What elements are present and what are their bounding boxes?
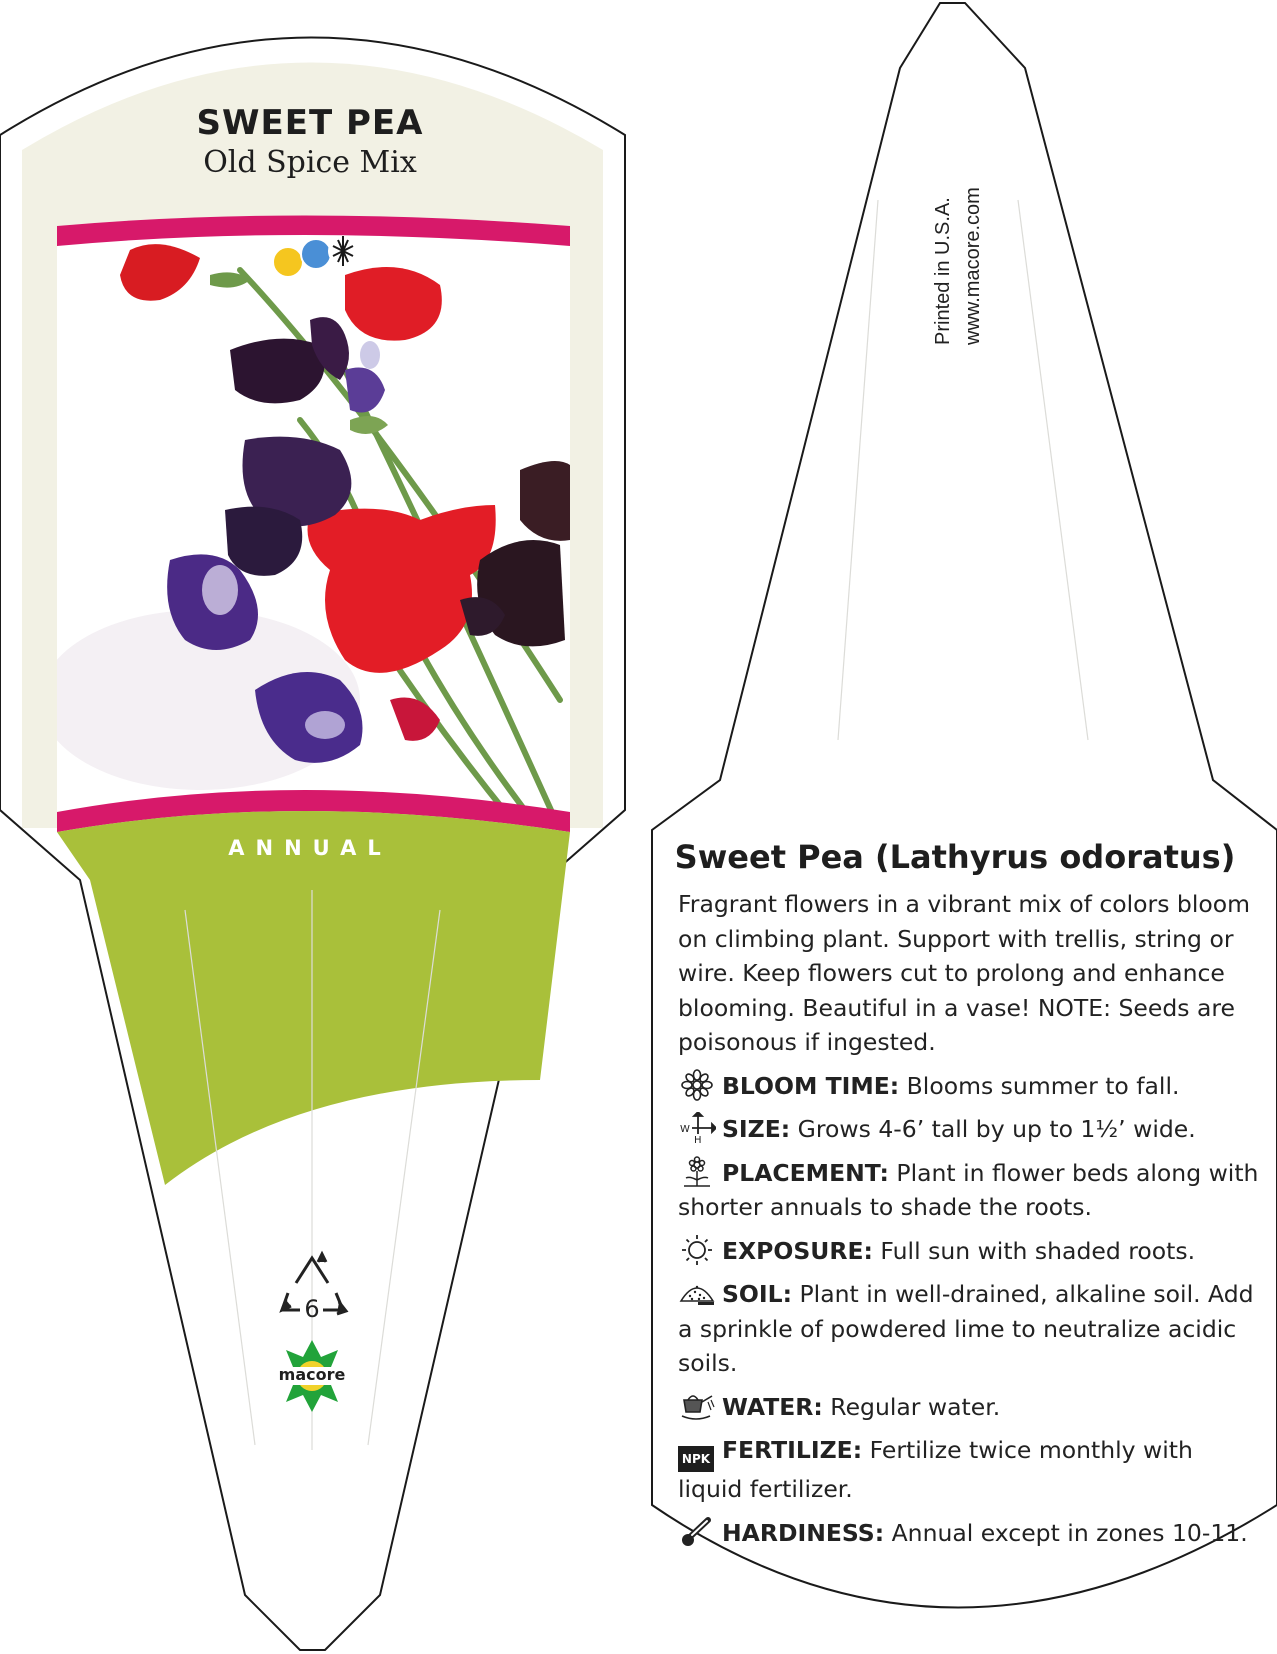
website-text: www.macore.com	[962, 187, 984, 345]
size-arrows-icon	[678, 1112, 716, 1144]
front-title: SWEET PEA	[196, 103, 424, 143]
size-icon-w: W	[680, 1124, 690, 1135]
size-text: Grows 4-6’ tall by up to 1½’ wide.	[797, 1115, 1196, 1143]
soil-item	[678, 1277, 1263, 1381]
flower-photo	[40, 205, 572, 845]
exposure-item	[678, 1234, 1263, 1269]
front-variety-name: Old Spice Mix	[203, 145, 417, 180]
water-text: Regular water.	[830, 1392, 1001, 1421]
soil-label: SOIL:	[722, 1280, 793, 1308]
sun-badge-icon	[273, 247, 303, 277]
care-instructions	[678, 887, 1263, 1559]
size-label: SIZE:	[722, 1115, 791, 1143]
soil-text: Plant in well-drained, alkaline soil. Add a sprinkle of powdered lime to neutralize acidic soils.	[678, 1280, 1254, 1377]
sun-icon	[678, 1234, 716, 1266]
thermometer-icon	[678, 1516, 716, 1548]
size-item	[678, 1112, 1263, 1147]
category-label: ANNUAL	[228, 836, 392, 860]
fertilize-label: FERTILIZE:	[722, 1436, 863, 1464]
water-item	[678, 1390, 1263, 1425]
soil-icon	[678, 1277, 716, 1309]
water-label: WATER:	[722, 1392, 823, 1421]
flower-icon	[678, 1069, 716, 1101]
fertilize-text: Fertilize twice monthly with liquid fertilizer.	[678, 1436, 1193, 1503]
plant-description: Fragrant flowers in a vibrant mix of colors bloom on climbing plant. Support with trellis, string or wire. Keep flowers cut to prolong and enhance blooming. Beautiful in a vase! NOTE: Seeds are poisonous if ingested.	[678, 890, 1251, 1056]
placement-item	[678, 1156, 1263, 1225]
npk-icon: NPK	[678, 1446, 714, 1472]
back-title: Sweet Pea (Lathyrus odoratus)	[674, 838, 1236, 876]
bloom-time-text: Blooms summer to fall.	[906, 1071, 1180, 1100]
bloom-time-item	[678, 1069, 1263, 1104]
printed-in-text: Printed in U.S.A.	[932, 197, 954, 345]
recycle-code: 6	[304, 1295, 320, 1323]
exposure-text: Full sun with shaded roots.	[880, 1236, 1196, 1265]
brand-logo-text: macore	[278, 1365, 346, 1384]
fertilize-item	[678, 1433, 1263, 1507]
size-icon-h: H	[694, 1135, 702, 1144]
hardiness-text: Annual except in zones 10-11.	[891, 1518, 1248, 1547]
hardiness-label: HARDINESS:	[722, 1518, 885, 1547]
water-badge-icon	[301, 239, 331, 269]
bloom-time-label: BLOOM TIME:	[722, 1071, 900, 1100]
flower-bed-icon	[678, 1156, 716, 1188]
exposure-label: EXPOSURE:	[722, 1236, 873, 1265]
plant-badge-icon	[328, 236, 358, 266]
watering-can-icon	[678, 1390, 716, 1422]
placement-text: Plant in flower beds along with shorter annuals to shade the roots.	[678, 1158, 1259, 1221]
placement-label: PLACEMENT:	[722, 1158, 889, 1187]
hardiness-item	[678, 1516, 1263, 1551]
